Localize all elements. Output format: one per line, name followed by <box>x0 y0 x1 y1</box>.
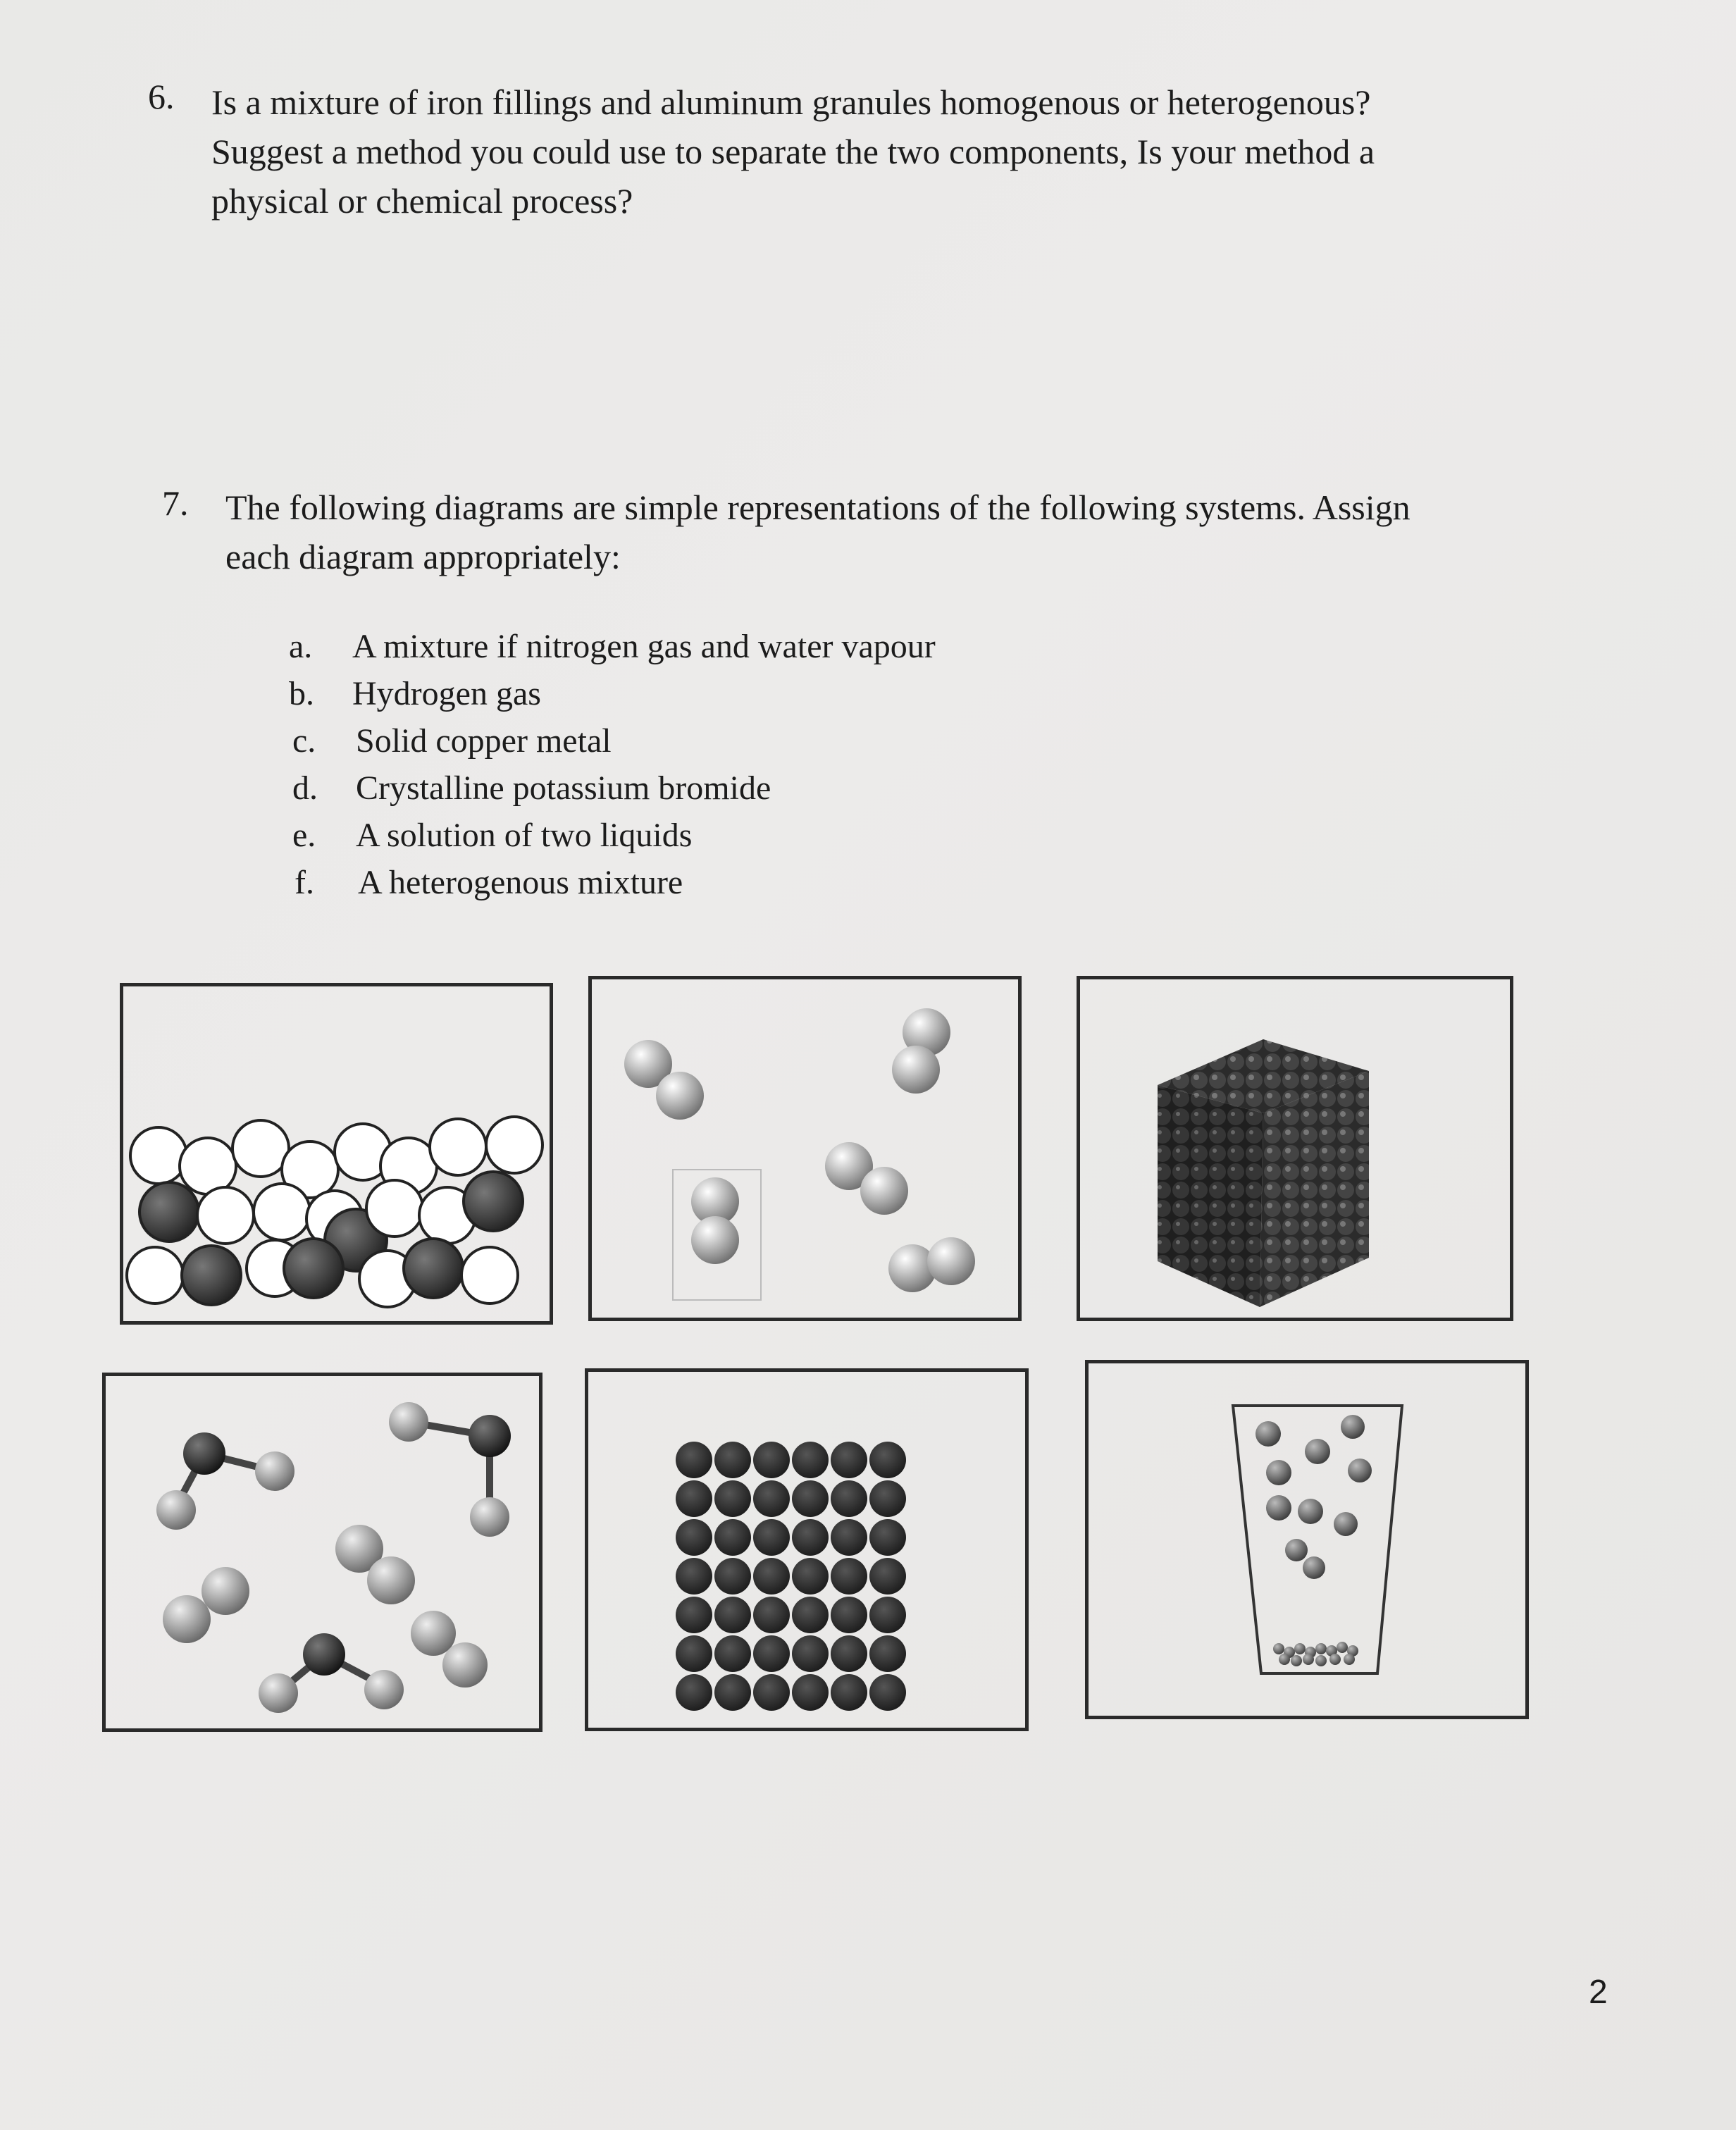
lattice-sphere <box>831 1674 867 1711</box>
option-b-letter: b. <box>289 675 314 712</box>
option-d-text: Crystalline potassium bromide <box>356 769 771 807</box>
lattice-sphere <box>714 1558 751 1595</box>
diagram-4-drawing <box>106 1376 546 1735</box>
question-7-line-1: The following diagrams are simple representations of the following systems. Assign <box>225 488 1410 527</box>
diagram-1-drawing <box>123 986 557 1328</box>
lattice-sphere <box>869 1480 906 1517</box>
diagram-3-solid-cube <box>1077 976 1513 1321</box>
lattice-sphere <box>869 1597 906 1633</box>
lattice-sphere <box>676 1519 712 1556</box>
lattice-sphere <box>869 1519 906 1556</box>
option-c <box>292 722 612 760</box>
question-6-number: 6. <box>148 77 175 116</box>
lattice-sphere <box>831 1597 867 1633</box>
option-c-text: Solid copper metal <box>356 722 612 760</box>
lattice-sphere <box>869 1635 906 1672</box>
lattice-sphere <box>792 1597 829 1633</box>
lattice-sphere <box>869 1442 906 1478</box>
question-6-line-3: physical or chemical process? <box>211 181 633 221</box>
lattice-sphere <box>831 1635 867 1672</box>
lattice-sphere <box>792 1558 829 1595</box>
question-6-line-2: Suggest a method you could use to separate the two components, Is your method a <box>211 132 1375 171</box>
option-f-letter: f. <box>294 864 314 901</box>
option-a-text: A mixture if nitrogen gas and water vapour <box>352 628 936 665</box>
question-7-number: 7. <box>162 483 189 523</box>
diagram-5-drawing <box>588 1372 1032 1735</box>
lattice-sphere <box>831 1519 867 1556</box>
option-e-text: A solution of two liquids <box>356 817 693 854</box>
lattice-sphere <box>714 1597 751 1633</box>
lattice-sphere <box>753 1674 790 1711</box>
diagram-6-drawing <box>1089 1363 1532 1723</box>
lattice-sphere <box>792 1480 829 1517</box>
option-e-letter: e. <box>292 817 316 854</box>
lattice-sphere <box>753 1519 790 1556</box>
question-6-text <box>211 78 1620 225</box>
lattice-sphere <box>831 1480 867 1517</box>
lattice-sphere <box>676 1480 712 1517</box>
lattice-sphere <box>676 1442 712 1478</box>
option-c-letter: c. <box>292 722 316 760</box>
lattice-sphere <box>792 1674 829 1711</box>
page-number: 2 <box>1589 1974 1608 2011</box>
diagram-3-drawing <box>1080 979 1517 1325</box>
lattice-sphere <box>869 1558 906 1595</box>
option-f <box>294 863 683 902</box>
lattice-sphere <box>869 1674 906 1711</box>
option-f-text: A heterogenous mixture <box>358 864 683 901</box>
diagram-2-drawing <box>592 979 1025 1325</box>
question-7-text <box>225 483 1635 581</box>
lattice-sphere <box>676 1674 712 1711</box>
lattice-sphere <box>831 1442 867 1478</box>
lattice-sphere <box>714 1635 751 1672</box>
lattice-sphere <box>792 1442 829 1478</box>
option-d <box>292 769 771 807</box>
lattice-sphere <box>753 1558 790 1595</box>
lattice-sphere <box>676 1635 712 1672</box>
lattice-sphere <box>714 1674 751 1711</box>
lattice-sphere <box>676 1558 712 1595</box>
lattice-sphere <box>714 1442 751 1478</box>
lattice-sphere <box>714 1480 751 1517</box>
lattice-sphere <box>792 1635 829 1672</box>
lattice-sphere <box>753 1480 790 1517</box>
question-6-line-1: Is a mixture of iron fillings and aluminum granules homogenous or heterogenous? <box>211 82 1371 122</box>
diagram-6-beaker <box>1085 1360 1529 1719</box>
question-7-line-2: each diagram appropriately: <box>225 537 621 576</box>
lattice-sphere <box>753 1635 790 1672</box>
option-b-text: Hydrogen gas <box>352 675 541 712</box>
lattice-sphere <box>792 1519 829 1556</box>
lattice-sphere <box>831 1558 867 1595</box>
lattice-sphere <box>714 1519 751 1556</box>
option-a-letter: a. <box>289 628 313 665</box>
diagram-2-diatomic-molecules <box>588 976 1022 1321</box>
option-d-letter: d. <box>292 769 318 807</box>
lattice-sphere <box>676 1597 712 1633</box>
diagram-5-lattice <box>585 1368 1029 1731</box>
diagram-4-molecule-mixture <box>102 1373 542 1732</box>
option-b <box>289 674 541 713</box>
option-e <box>292 816 692 855</box>
lattice-sphere <box>753 1597 790 1633</box>
lattice-sphere <box>753 1442 790 1478</box>
diagram-1-mixed-particles <box>120 983 553 1325</box>
option-a <box>289 627 936 666</box>
